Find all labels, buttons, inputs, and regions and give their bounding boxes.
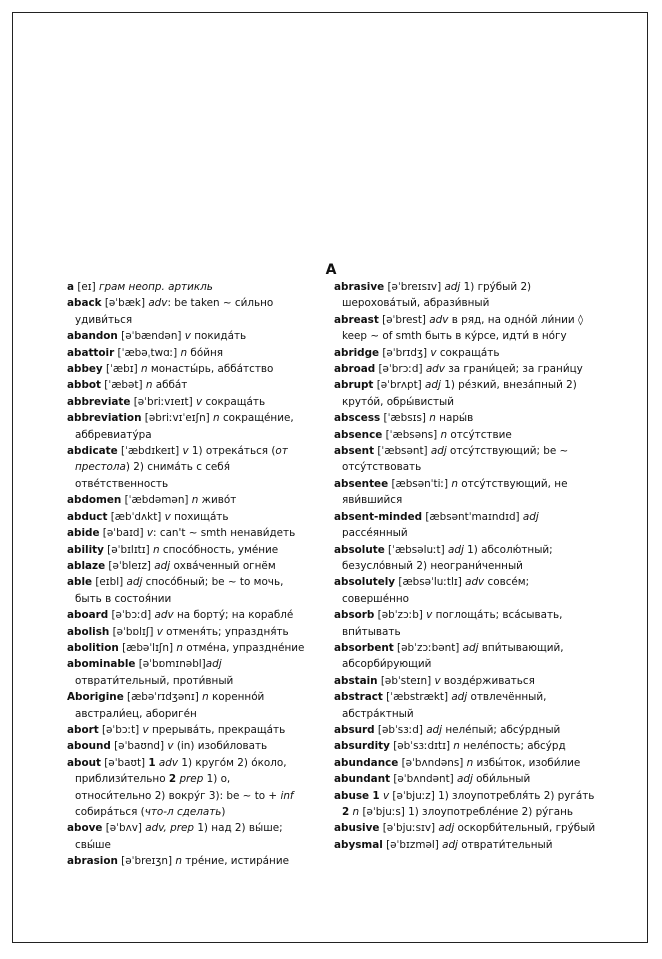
entry-text: отврати́тельный, проти́вный [75, 674, 234, 687]
entry-grammar-label: inf [280, 789, 294, 802]
entry-headword: aboard [67, 609, 109, 622]
entry-text: [ˈæbsəns] [382, 428, 441, 441]
dictionary-entry [67, 345, 307, 361]
entry-text: сокраща́ть [202, 395, 266, 408]
entry-text: сокраща́ть [436, 346, 500, 359]
entry-grammar-label: n [175, 855, 182, 868]
entry-text: [əbriːvɪˈeɪʃn] [141, 412, 214, 425]
entry-headword: abbreviation [67, 412, 142, 425]
dictionary-entry [67, 755, 307, 821]
entry-headword: abbey [67, 363, 103, 376]
entry-headword: Aborigine [67, 691, 124, 704]
entry-headword: abundance [334, 756, 399, 769]
entry-grammar-label: n [213, 412, 220, 425]
entry-text: : can't ~ smth ненави́деть [153, 527, 296, 540]
entry-headword: absence [334, 428, 383, 441]
entry-grammar-label: adj [425, 379, 441, 392]
entry-text: [əˈbrɪdʒ] [379, 346, 431, 359]
entry-grammar-label: adj [426, 723, 443, 736]
dictionary-entry [334, 509, 596, 542]
entry-headword: abuse [334, 789, 370, 802]
entry-headword: abbreviate [67, 395, 131, 408]
entry-grammar-label: n [202, 691, 209, 704]
dictionary-entry [67, 624, 307, 640]
entry-grammar-label: adj [442, 838, 458, 851]
entry-headword: above [67, 822, 103, 835]
entry-text: [əˈbriːvɪeɪt] [130, 395, 196, 408]
entry-grammar-label: adj [126, 576, 143, 589]
entry-text: 1) ре́зкий, внеза́пный 2) круто́й, обры́вистый [342, 379, 577, 408]
entry-text: [ˈæbstrækt] [382, 691, 452, 704]
entry-grammar-label: v [182, 445, 189, 458]
entry-grammar-label: v [434, 674, 441, 687]
entry-text: 1) над 2) вы́ше; свы́ше [75, 822, 283, 851]
entry-text: [æbˈdʌkt] [107, 510, 165, 523]
dictionary-entry [67, 689, 307, 722]
entry-text: покида́ть [190, 330, 247, 343]
dictionary-entry [67, 656, 307, 689]
entry-headword: abbot [67, 379, 101, 392]
entry-grammar-label: adv [425, 363, 445, 376]
entry-text: [æbsəntˈmaɪndɪd] [422, 510, 523, 523]
entry-text: [ˈæbəˌtwɑː] [114, 346, 181, 359]
entry-grammar-label: adj [444, 281, 461, 293]
dictionary-entry [67, 542, 307, 558]
entry-text: ) [221, 806, 226, 818]
dictionary-entry [334, 361, 596, 377]
entry-text: [əbˈsɜːd] [374, 723, 427, 736]
entry-headword: about [67, 756, 101, 769]
entry-text: коренно́й австрали́ец, абориге́н [75, 691, 265, 720]
entry-text: [əˈbrɔːd] [375, 363, 426, 376]
dictionary-entry [67, 722, 307, 738]
entry-headword: ablaze [67, 559, 106, 572]
dictionary-column-left [67, 279, 307, 870]
entry-headword: abrasive [334, 281, 385, 293]
entry-grammar-label: v [426, 609, 433, 622]
entry-text: [əˈbrest] [378, 313, 430, 326]
entry-text: [əˈbaʊnd] [110, 740, 168, 753]
entry-headword: absorbent [334, 641, 394, 654]
entry-text: оскорби́тельный, гру́бый [454, 822, 596, 835]
dictionary-column-right [334, 279, 596, 853]
entry-text: [əˈbjuːz] 1) злоупотребля́ть 2) руга́ть [389, 789, 595, 802]
entry-text: в ряд, на одно́й ли́нии ◊ keep ~ of smth быть в ку́рсе, идти́ в но́гу [342, 313, 584, 343]
entry-headword: abstract [334, 691, 383, 704]
dictionary-entry [67, 328, 307, 344]
entry-grammar-label: adv, prep [145, 822, 195, 835]
dictionary-entry [67, 377, 307, 393]
entry-grammar-label: v [184, 330, 191, 343]
dictionary-entry [67, 640, 307, 656]
entry-text: [æbsəˈluːtlɪ] [395, 576, 466, 589]
dictionary-entry [67, 361, 307, 377]
entry-text: (in) изоби́ловать [173, 740, 268, 753]
dictionary-entry [334, 722, 596, 738]
entry-text: [əˈbɪzməl] [382, 838, 443, 851]
entry-text: бо́йня [187, 346, 223, 359]
entry-text: [əˈbjuːsɪv] [379, 822, 439, 835]
dictionary-entry [334, 279, 596, 312]
entry-text: : be taken ~ си́льно удиви́ться [75, 297, 274, 326]
dictionary-entry [67, 574, 307, 607]
entry-text: избы́ток, изоби́лие [473, 756, 581, 769]
dictionary-entry [67, 738, 307, 754]
entry-grammar-label: n [429, 412, 436, 425]
entry-text: поглоща́ть; вса́сывать, впи́тывать [342, 609, 563, 638]
entry-sense-number: 2 [342, 806, 350, 818]
entry-text: совсе́м; соверше́нно [342, 576, 530, 605]
entry-grammar-label: n [152, 543, 160, 556]
dictionary-entry [334, 837, 596, 853]
entry-text: [ˈæbsənt] [374, 445, 431, 458]
entry-grammar-label: adj [154, 559, 171, 572]
dictionary-entry [334, 640, 596, 673]
entry-grammar-label: adv [154, 609, 174, 622]
entry-headword: absent-minded [334, 510, 423, 523]
entry-grammar-label: adv [429, 313, 449, 326]
entry-grammar-label: от престола [75, 445, 288, 474]
entry-text: неле́пый; абсу́рдный [442, 723, 561, 736]
entry-text: [ˈæbdəmən] [121, 494, 192, 507]
entry-text: [əˈbrʌpt] [373, 379, 426, 392]
entry-text: [ˈæbət] [101, 379, 146, 392]
entry-headword: absolute [334, 543, 385, 556]
entry-headword: abide [67, 527, 100, 540]
entry-headword: abduct [67, 510, 108, 523]
entry-headword: abattoir [67, 346, 115, 359]
entry-headword: abominable [67, 658, 136, 671]
entry-headword: abolish [67, 625, 110, 638]
entry-grammar-label: adj [438, 822, 455, 835]
dictionary-entry [67, 443, 307, 492]
entry-text: 1) круго́м 2) о́коло, приблизи́тельно [75, 756, 287, 786]
entry-text: [əˈbæk] [101, 297, 149, 310]
entry-headword: abrasion [67, 855, 118, 868]
dictionary-entry [334, 689, 596, 722]
entry-text: 1) отрека́ться ( [188, 445, 276, 458]
entry-text: [əˈbleɪz] [105, 559, 155, 572]
dictionary-entry [334, 607, 596, 640]
entry-headword: aback [67, 297, 102, 310]
entry-grammar-label: adv [465, 576, 485, 589]
entry-grammar-label: грам неопр. артикль [98, 281, 213, 293]
entry-text: абба́т [152, 379, 188, 392]
entry-headword: absent [334, 445, 375, 458]
entry-grammar-label: n [176, 641, 183, 654]
entry-grammar-label: v [430, 346, 437, 359]
entry-headword: abdomen [67, 494, 122, 507]
dictionary-entry [334, 312, 596, 345]
entry-text: [ˈæbdɪkeɪt] [117, 445, 183, 458]
entry-grammar-label: v [164, 510, 171, 523]
section-letter-heading: A [325, 262, 337, 278]
entry-text: охва́ченный огнём [170, 559, 276, 572]
entry-headword: abolition [67, 641, 119, 654]
entry-grammar-label: v [382, 789, 390, 802]
entry-text: отврати́тельный [457, 838, 553, 851]
dictionary-entry [334, 755, 596, 771]
entry-text: [əbˈsɜːdɪtɪ] [389, 740, 454, 753]
dictionary-entry [67, 525, 307, 541]
entry-text: спосо́бный; be ~ to мочь, быть в состоя́нии [75, 576, 284, 605]
dictionary-entry [67, 295, 307, 328]
entry-text: похища́ть [170, 510, 229, 523]
entry-grammar-label: n [145, 379, 153, 392]
entry-text: [æbəˈrɪdʒənɪ] [123, 691, 203, 704]
entry-grammar-label: n [180, 346, 188, 359]
entry-text: [əˈbɔːd] [108, 609, 155, 622]
entry-text: отсу́тствующий; be ~ отсу́тствовать [342, 445, 569, 474]
entry-grammar-label: prep [179, 773, 204, 786]
entry-text: [əbˈzɔːbənt] [393, 641, 463, 654]
entry-grammar-label: n [453, 740, 460, 753]
dictionary-entry [67, 492, 307, 508]
entry-grammar-label: n [466, 756, 474, 769]
dictionary-entry [67, 853, 307, 869]
entry-text: монасты́рь, абба́тство [147, 363, 274, 376]
entry-headword: ability [67, 543, 104, 556]
entry-headword: abroad [334, 363, 376, 376]
entry-text: тре́ние, истира́ние [181, 855, 289, 868]
entry-text: [eɪ] [74, 281, 99, 293]
entry-text: отменя́ть; упраздня́ть [162, 625, 289, 638]
entry-text: [ˈæbsɪs] [380, 412, 430, 425]
entry-text: рассе́янный [342, 527, 408, 540]
entry-text: [ˈæbsəluːt] [384, 543, 448, 556]
entry-text: оби́льный [472, 773, 531, 786]
entry-grammar-label: n [440, 428, 448, 441]
entry-headword: abreast [334, 313, 379, 326]
entry-grammar-label: v [142, 723, 149, 736]
dictionary-entry [334, 738, 596, 754]
entry-text: [əˈbreɪsɪv] [384, 281, 445, 293]
dictionary-entry [334, 443, 596, 476]
entry-headword: absurdity [334, 740, 390, 753]
dictionary-entry [334, 476, 596, 509]
entry-text: отвлечённый, абстра́ктный [342, 691, 547, 720]
entry-text: ) 2) снима́ть с себя́ отве́тственность [75, 461, 230, 490]
dictionary-entry [67, 820, 307, 853]
entry-grammar-label: adv [148, 297, 168, 310]
entry-headword: a [67, 281, 75, 293]
entry-grammar-label: v [156, 625, 163, 638]
entry-headword: absentee [334, 477, 389, 490]
entry-text: [əˈbjuːs] 1) злоупотребле́ние 2) ру́гань [359, 806, 574, 818]
entry-text: [əˈbaɪd] [99, 527, 147, 540]
entry-headword: abort [67, 723, 99, 736]
entry-grammar-label: adj [430, 445, 447, 458]
entry-text: [əbˈzɔːb] [374, 609, 427, 622]
entry-text: живо́т [198, 494, 237, 507]
entry-text: собира́ться ( [75, 806, 145, 818]
entry-text: отсу́тствующий, не яви́вшийся [342, 477, 568, 507]
entry-grammar-label: adj [447, 543, 464, 556]
entry-grammar-label: adj [522, 510, 539, 523]
entry-grammar-label: n [191, 494, 199, 507]
entry-text: [əˈbɔːt] [98, 723, 143, 736]
entry-text: 1) абсолю́тный; безусло́вный 2) неограни́ченный [342, 543, 553, 572]
entry-headword: abstain [334, 674, 378, 687]
entry-sense-number: 1 [148, 756, 156, 769]
entry-headword: abundant [334, 773, 391, 786]
entry-grammar-label: adj [457, 773, 473, 786]
entry-headword: abdicate [67, 445, 118, 458]
entry-text: [əˈbʌndəns] [398, 756, 467, 769]
entry-text: за грани́цей; за грани́цу [444, 363, 583, 376]
entry-grammar-label: adj [462, 641, 479, 654]
entry-grammar-label: adj [205, 658, 222, 671]
entry-grammar-label: n [140, 363, 148, 376]
entry-headword: abound [67, 740, 111, 753]
entry-headword: abrupt [334, 379, 374, 392]
entry-text: [əˈbɪlɪtɪ] [103, 543, 153, 556]
entry-grammar-label: n [352, 806, 360, 818]
entry-headword: abandon [67, 330, 118, 343]
dictionary-entry [334, 427, 596, 443]
dictionary-entry [334, 673, 596, 689]
entry-text: [əˈbaʊt] [100, 756, 149, 769]
entry-text: [əˈbændən] [117, 330, 185, 343]
entry-headword: abridge [334, 346, 380, 359]
entry-text: отсу́тствие [447, 428, 512, 441]
entry-text: [əˈbɒlɪʃ] [109, 625, 157, 638]
dictionary-entry [67, 607, 307, 623]
entry-text: 1) о, относи́тельно 2) вокру́г 3): be ~ to + [75, 773, 281, 802]
entry-text: [əˈbreɪʒn] [117, 855, 176, 868]
dictionary-entry [67, 558, 307, 574]
entry-text: нары́в [435, 412, 474, 425]
dictionary-entry [334, 377, 596, 410]
entry-headword: absurd [334, 723, 375, 736]
entry-text: отме́на, упраздне́ние [182, 641, 305, 654]
entry-text: [əˈbʌv] [102, 822, 146, 835]
entry-headword: absorb [334, 609, 375, 622]
entry-text: [æbsənˈtiː] [388, 477, 452, 490]
dictionary-entry [334, 820, 596, 836]
entry-sense-number: 1 [372, 789, 380, 802]
dictionary-entry [334, 542, 596, 575]
entry-grammar-label: v [167, 740, 174, 753]
entry-text: возде́рживаться [440, 674, 535, 687]
dictionary-entry [334, 574, 596, 607]
dictionary-entry [334, 410, 596, 426]
entry-grammar-label: v [195, 395, 203, 408]
entry-grammar-label: adj [451, 691, 468, 704]
entry-text: на борту́; на корабле́ [173, 609, 294, 622]
entry-text: спосо́бность, уме́ние [159, 543, 279, 556]
entry-text: сокраще́ние, аббревиату́ра [75, 412, 294, 441]
entry-headword: abusive [334, 822, 380, 835]
entry-text: [əˈbʌndənt] [390, 773, 458, 786]
entry-grammar-label: n [451, 477, 458, 490]
dictionary-entry [334, 345, 596, 361]
dictionary-entry [67, 394, 307, 410]
entry-text: [əbˈsteɪn] [377, 674, 435, 687]
entry-grammar-label: adv [158, 756, 179, 769]
entry-text: неле́пость; абсу́рд [459, 740, 566, 753]
entry-text: [ˈæbɪ] [102, 363, 141, 376]
dictionary-entry [334, 771, 596, 787]
entry-headword: abscess [334, 412, 381, 425]
entry-text: [əˈbɒmɪnəbl] [135, 658, 206, 671]
entry-headword: abysmal [334, 838, 383, 851]
entry-grammar-label: v [146, 527, 154, 540]
dictionary-entry [67, 410, 307, 443]
entry-text: впи́тывающий, абсорби́рующий [342, 641, 564, 671]
entry-text: 1) гру́бый 2) шерохова́тый, абрази́вный [342, 281, 532, 310]
dictionary-entry [334, 788, 596, 821]
entry-sense-number: 2 [168, 773, 177, 786]
dictionary-entry [67, 509, 307, 525]
entry-headword: absolutely [334, 576, 396, 589]
entry-text: [eɪbl] [92, 576, 127, 589]
entry-text: [æbəˈlɪʃn] [118, 641, 177, 654]
dictionary-entry [67, 279, 307, 295]
entry-headword: able [67, 576, 93, 589]
entry-grammar-label: что-л сделать [144, 806, 222, 818]
entry-text: прерыва́ть, прекраща́ть [148, 723, 286, 736]
